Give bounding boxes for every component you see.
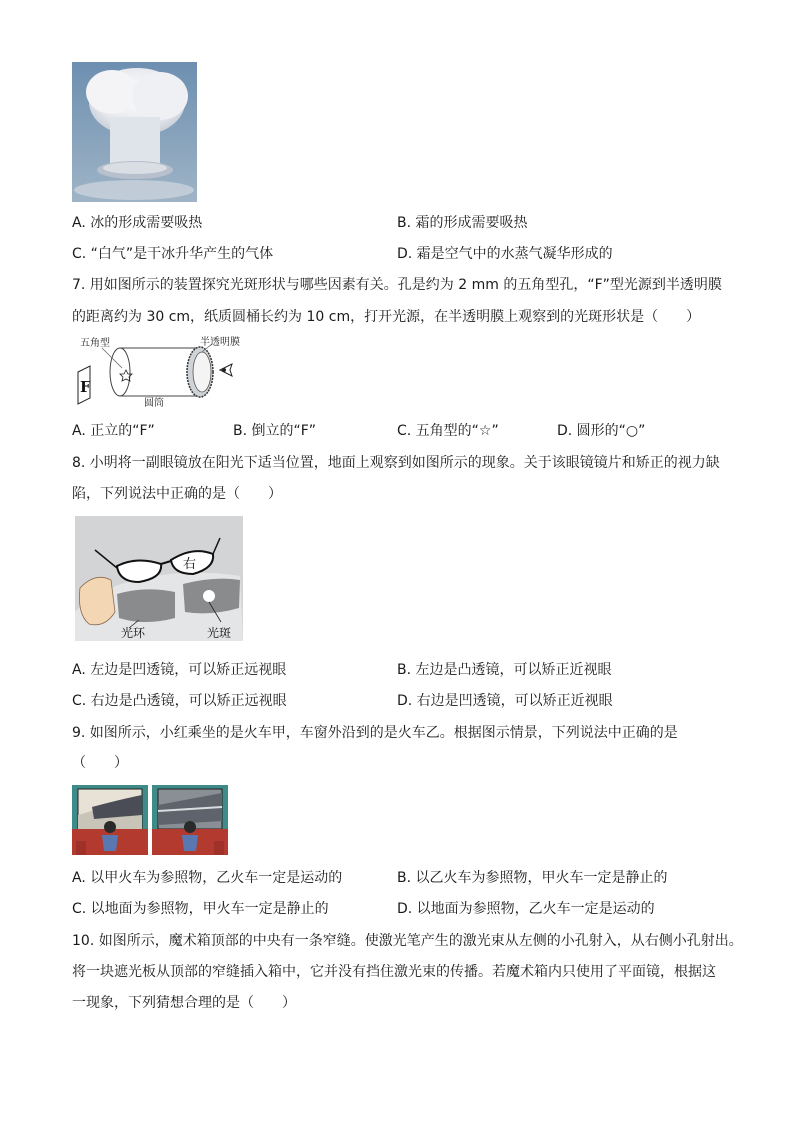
q9-question-line-2: （ ）: [72, 755, 128, 771]
q8-question-line-1: 8. 小明将一副眼镜放在阳光下适当位置，地面上观察到如图所示的现象。关于该眼镜镜片和矫正的视力缺: [72, 455, 720, 471]
q10-question-line-2: 将一块遮光板从顶部的窄缝插入箱中，它并没有挡住激光束的传播。若魔术箱内只使用了平面镜，根据这: [72, 964, 716, 980]
q8-question-line-2: 陷，下列说法中正确的是（ ）: [72, 486, 282, 502]
q8-option-b: B. 左边是凸透镜，可以矫正近视眼: [397, 662, 612, 678]
f-source-label: F: [80, 378, 91, 396]
q9-option-b: B. 以乙火车为参照物，甲火车一定是静止的: [397, 870, 668, 886]
q7-option-b: B. 倒立的“F”: [233, 423, 317, 439]
ring-label: 光环: [121, 626, 146, 640]
q6-option-c: C. “白气”是干冰升华产生的气体: [72, 246, 274, 262]
q7-option-a: A. 正立的“F”: [72, 423, 155, 439]
q9-option-c: C. 以地面为参照物，甲火车一定是静止的: [72, 901, 329, 917]
q7-question-line-1: 7. 用如图所示的装置探究光斑形状与哪些因素有关。孔是约为 2 mm 的五角型孔，“F”型光源到半透明膜: [72, 277, 722, 293]
membrane-label: 半透明膜: [200, 337, 240, 348]
q9-question-line-1: 9. 如图所示，小红乘坐的是火车甲，车窗外沿到的是火车乙。根据图示情景，下列说法中正确的是: [72, 725, 678, 741]
q10-question-line-1: 10. 如图所示，魔术箱顶部的中央有一条窄缝。使激光笔产生的激光束从左侧的小孔射入，从右侧小孔射出。: [72, 933, 743, 949]
q7-option-d: D. 圆形的“○”: [557, 423, 646, 439]
dry-ice-photo: [72, 62, 197, 202]
q10-question-line-3: 一现象，下列猜想合理的是（ ）: [72, 995, 296, 1011]
right-lens-label: 右: [183, 557, 197, 572]
q9-option-d: D. 以地面为参照物，乙火车一定是运动的: [397, 901, 655, 917]
glasses-sunlight-figure: [75, 516, 243, 641]
train-windows-figure: [72, 785, 228, 855]
q8-option-a: A. 左边是凹透镜，可以矫正远视眼: [72, 662, 287, 678]
q8-option-c: C. 右边是凸透镜，可以矫正远视眼: [72, 693, 287, 709]
pinhole-apparatus-figure: [72, 334, 262, 409]
q6-option-a: A. 冰的形成需要吸热: [72, 215, 203, 231]
q7-option-c: C. 五角型的“☆”: [397, 423, 499, 439]
pentagon-label: 五角型: [80, 338, 110, 349]
q6-option-d: D. 霜是空气中的水蒸气凝华形成的: [397, 246, 613, 262]
q6-option-b: B. 霜的形成需要吸热: [397, 215, 528, 231]
q7-question-line-2: 的距离约为 30 cm，纸质圆桶长约为 10 cm，打开光源，在半透明膜上观察到的光斑形状是（ ）: [72, 309, 701, 325]
q9-option-a: A. 以甲火车为参照物，乙火车一定是运动的: [72, 870, 343, 886]
cylinder-label: 圆筒: [144, 398, 164, 409]
q8-option-d: D. 右边是凹透镜，可以矫正近视眼: [397, 693, 613, 709]
spot-label: 光斑: [207, 626, 232, 640]
